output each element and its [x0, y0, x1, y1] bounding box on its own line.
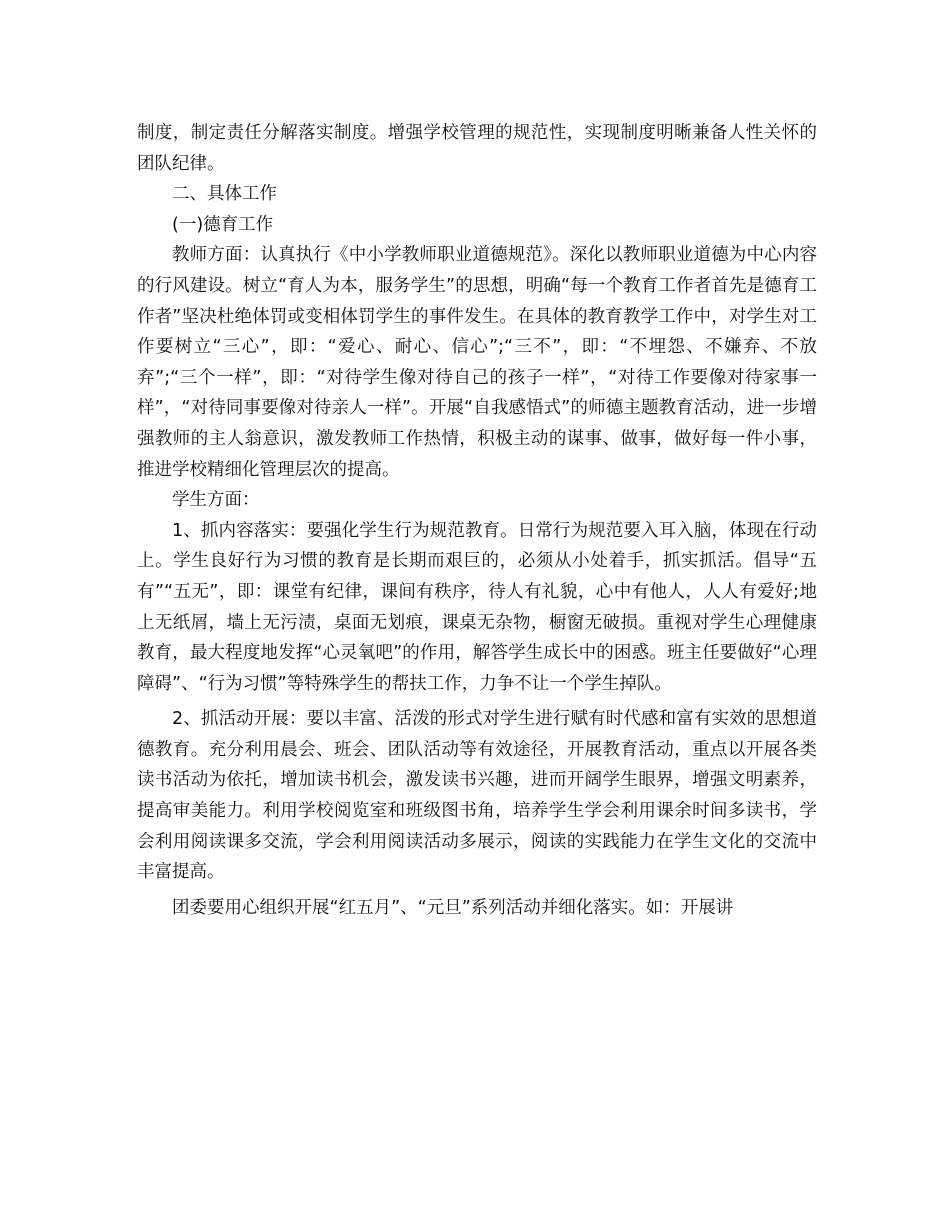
subsection-heading-moral-education: (一)德育工作	[172, 214, 274, 235]
section-heading-specific-work: 二、具体工作	[172, 184, 277, 205]
paragraph-youth-league: 团委要用心组织开展“红五月”、“元旦”系列活动并细化落实。如：开展讲	[172, 897, 734, 918]
paragraph-activities: 2、抓活动开展：要以丰富、活泼的形式对学生进行赋有时代感和富有实效的思想道德教育。充分利用晨会、班会、团队活动等有效途径，开展教育活动，重点以开展各类读书活动为依托，增加读书机会，激发读书兴趣，进而开阔学生眼界，增强文明素养，提高审美能力。利用学校阅览室和班级图书角，培养学生学会利用课余时间多读书，学会利用阅读课多交流，学会利用阅读活动多展示，阅读的实践能力在学生文化的交流中丰富提高。	[137, 709, 817, 883]
document-body	[137, 118, 817, 923]
paragraph-content-implementation: 1、抓内容落实：要强化学生行为规范教育。日常行为规范要入耳入脑，体现在行动上。学生良好行为习惯的教育是长期而艰巨的，必须从小处着手，抓实抓活。倡导“五有”“五无”，即：课堂有纪律，课间有秩序，待人有礼貌，心中有他人，人人有爱好;地上无纸屑，墙上无污渍，桌面无划痕，课桌无杂物，橱窗无破损。重视对学生心理健康教育，最大程度地发挥“心灵氧吧”的作用，解答学生成长中的困惑。班主任要做好“心理障碍”、“行为习惯”等特殊学生的帮扶工作，力争不让一个学生掉队。	[137, 520, 817, 694]
paragraph-continuation: 制度，制定责任分解落实制度。增强学校管理的规范性，实现制度明晰兼备人性关怀的团队纪律。	[137, 123, 817, 174]
paragraph-students-heading: 学生方面：	[172, 490, 260, 511]
paragraph-teachers: 教师方面：认真执行《中小学教师职业道德规范》。深化以教师职业道德为中心内容的行风建设。树立“育人为本，服务学生”的思想，明确“每一个教育工作者首先是德育工作者”坚决杜绝体罚或变相体罚学生的事件发生。在具体的教育教学工作中，对学生对工作要树立“三心”，即：“爱心、耐心、信心”;“三不”，即：“不埋怨、不嫌弃、不放弃”;“三个一样”，即：“对待学生像对待自己的孩子一样”，“对待工作要像对待家事一样”，“对待同事要像对待亲人一样”。开展“自我感悟式”的师德主题教育活动，进一步增强教师的主人翁意识，激发教师工作热情，积极主动的谋事、做事，做好每一件小事，推进学校精细化管理层次的提高。	[137, 245, 817, 480]
